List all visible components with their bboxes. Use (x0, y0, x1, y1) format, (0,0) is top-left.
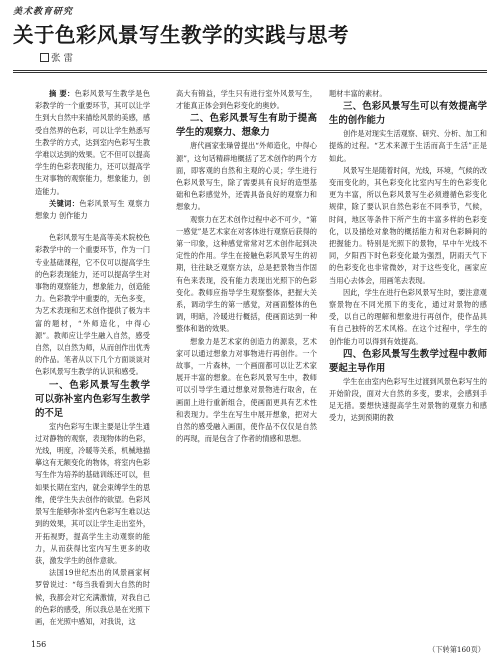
header-rule (13, 70, 487, 71)
paragraph: 因此，学生在进行色彩风景写生时，要注意观察景物在不同光照下的变化，通过对景物的感受，以自己的理解和想象进行再创作，使作品具有自己独特的艺术风格。在这个过程中，学生的创作能力可以得到有效提高。 (329, 287, 487, 346)
paragraph: 想象力是艺术家的创造力的源泉，艺术家可以通过想象力对事物进行再创作。一个故事，一片森林，一个画面都可以让艺术家展开丰富的想象。在色彩风景写生中，教师可以引导学生通过想象对景物进行取舍，在画面上进行重新组合，使画面更具有艺术性和表现力。学生在写生中展开想象，把对大自然的感受融入画面，使作品不仅仅是自然的再现，而是包含了作者的情感和思想。 (176, 336, 317, 444)
header-rule-thin (13, 72, 487, 73)
paragraph: 风景写生是随着时间，光线，环境，气候的改变而变化的，其色彩变化比室内写生的色彩变化更为丰富，所以色彩风景写生必须遵循色彩变化规律，除了要认识自然色彩在不同季节，气候，时间，地区等条件下所产生的丰富多样的色彩变化，以及描绘对象物的概括能力和对色彩瞬间的把握能力。特别是光照下的景物，早中午光线不同，夕阳西下时色彩变化最为强烈，阴雨天气下的色彩变化也非常微妙，对于这些变化，画家应当用心去体会，用画笔去表现。 (329, 165, 487, 285)
abstract-label: 摘 要： (49, 89, 75, 98)
section-heading-3: 三、色彩风景写生可以有效提高学生的创作能力 (329, 101, 487, 127)
keywords-label: 关键词： (49, 198, 80, 208)
author-name: 张 雷 (51, 53, 74, 64)
column-1 (35, 88, 150, 628)
author-box-icon (40, 53, 49, 62)
intro-paragraph: 色彩风景写生是高等美术院校色彩教学中的一个重要环节，作为一门专业基础课程，它不仅可以提高学生的色彩表现能力，还可以提高学生对事物的观察能力，想象能力，创造能力。色彩教学中重要的，无色多变，为艺术表现和艺术创作提供了极为丰富的题材，“外师造化，中得心源”。教师应让学生融入自然，感受自然，以自然为师，从而创作出优秀的作品。笔者从以下几个方面谈谈对色彩风景写生教学的认识和感受。 (35, 233, 151, 377)
column-2 (176, 88, 317, 445)
paragraph: 观察力在艺术创作过程中必不可少，“第一感觉”是艺术家在对客体进行观察后获得的第一印象，这种感觉常常对艺术创作起到决定性的作用。学生在接触色彩风景写生的初期，往往缺乏观察方法，总是把景物当作固有色来表现，没有能力表现出光照下的色彩变化。教师应指导学生观察整体，把握大关系，调动学生的第一感觉，对画面整体的色调，明暗，冷暖进行概括，使画面达到一种整体和谐的效果。 (176, 214, 317, 334)
paragraph: 学生在由室内色彩写生过渡到风景色彩写生的开始阶段，面对大自然的多变，要求，会感到手足无措。要想快速提高学生对景物的观察力和感受力，达到预期的教 (329, 376, 487, 423)
page-number: 156 (31, 640, 47, 649)
paragraph: 唐代画家张璪曾提出“外师造化，中得心源”，这句话精辟地概括了艺术创作的两个方面，即客观的自然和主观的心灵；学生进行色彩风景写生，除了需要具有良好的造型基础和色彩感觉外，还需具备良好的观察力和想象力。 (176, 141, 317, 212)
paragraph: 室内色彩写生课主要是让学生通过对静物的观察，表现物体的色彩，光线，明度，冷暖等关系，机械地描摹这有无额变化的物体，将室内色彩写生作为培养的基础训练还可以，但如果长期在室内，就会束缚学生的思维，使学生失去创作的欲望。色彩风景写生能够弥补室内色彩写生难以达到的效果，其可以让学生走出室外，开拓视野，提高学生主动观察的能力，从而获得比室内写生更多的收获，激发学生的创作意欲。 (35, 421, 151, 565)
paragraph: 法国19世纪杰出的风景画家柯罗曾说过：“每当我看到大自然的时候，我都会对它充满激情，对我自己的色彩的感受，所以我总是在光照下画，在光照中感知，对我说，这 (35, 568, 151, 626)
abstract (35, 88, 150, 198)
section-heading-4: 四、色彩风景写生教学过程中教师要起主导作用 (329, 348, 487, 374)
article-title: 关于色彩风景写生教学的实践与思考 (13, 23, 349, 47)
keywords-text: 色彩风景写生 观察力 想象力 创作能力 (35, 198, 150, 221)
section-heading-2: 二、色彩风景写生有助于提高学生的观察力、想象力 (176, 113, 317, 139)
paragraph: 创作是对现实生活观察、研究、分析、加工和提炼的过程。“艺术来源于生活而高于生活”正是如此。 (329, 129, 487, 163)
abstract-text: 色彩风景写生教学是色彩教学的一个重要环节，其可以让学生到大自然中来描绘风景的美感，感受自然界的色彩，可以让学生熟悉写生教学的方式，达到室内色彩写生教学难以达到的效果。它不但可以提高学生的色彩表现能力，还可以提高学生对事物的观察能力，想象能力，创造能力。 (35, 89, 151, 196)
continued-note: （下转第160页） (428, 645, 485, 654)
section-heading-1: 一、色彩风景写生教学可以弥补室内色彩写生教学的不足 (35, 379, 150, 419)
paragraph: 题材丰富的素材。 (329, 89, 387, 98)
author (40, 50, 73, 64)
column-3 (329, 88, 487, 425)
paragraph: 高大有锦益，学生只有进行室外风景写生，才能真正体会到色彩变化的奥妙。 (176, 89, 317, 111)
journal-name: 美术教育研究 (13, 7, 74, 17)
keywords (35, 198, 150, 222)
